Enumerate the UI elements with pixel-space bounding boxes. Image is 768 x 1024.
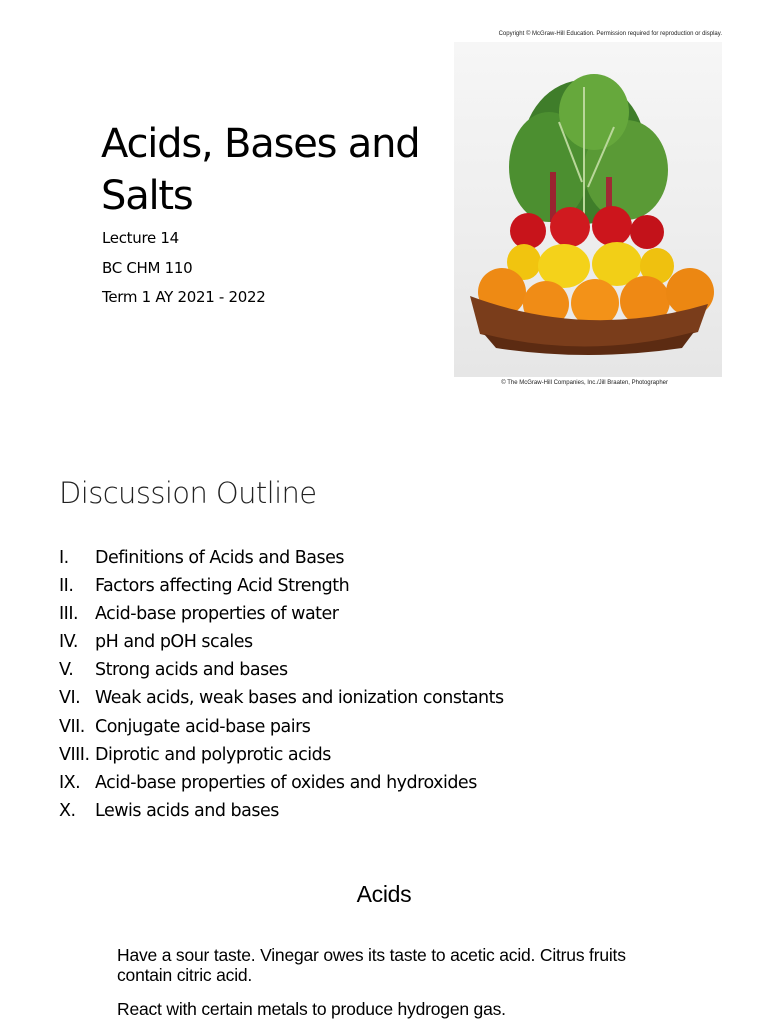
acids-property-paragraph: Have a sour taste. Vinegar owes its taste to acetic acid. Citrus fruits contain citric acid.: [117, 945, 626, 985]
outline-item-number: II.: [59, 576, 74, 597]
photo-credit: © The McGraw-Hill Companies, Inc./Jill Braaten, Photographer: [501, 380, 668, 386]
fruit-pyramid-photo: [454, 42, 722, 377]
slide-title: Acids, Bases and Salts: [101, 121, 420, 219]
fruit-pyramid-illustration: [454, 42, 722, 377]
outline-item-text: Strong acids and bases: [95, 660, 288, 681]
outline-item-text: Acid-base properties of water: [95, 604, 339, 625]
outline-item-number: X.: [59, 800, 76, 821]
acids-slide: [0, 860, 768, 1024]
outline-item-text: Lewis acids and bases: [95, 800, 279, 821]
copyright-notice: Copyright © McGraw-Hill Education. Permission required for reproduction or display.: [498, 31, 722, 37]
outline-item-text: pH and pOH scales: [95, 632, 253, 653]
course-code: BC CHM 110: [102, 259, 193, 277]
outline-item-number: IV.: [59, 632, 78, 653]
outline-item-text: Acid-base properties of oxides and hydroxides: [95, 772, 477, 793]
outline-item-text: Weak acids, weak bases and ionization constants: [95, 688, 504, 709]
outline-item-number: VI.: [59, 688, 81, 709]
academic-term: Term 1 AY 2021 - 2022: [102, 288, 266, 306]
outline-item-text: Definitions of Acids and Bases: [95, 548, 345, 568]
acids-title: Acids: [356, 881, 412, 907]
outline-item-number: III.: [59, 604, 79, 625]
outline-title: Discussion Outline: [59, 476, 317, 510]
lecture-number: Lecture 14: [102, 229, 179, 247]
outline-item-text: Conjugate acid-base pairs: [95, 716, 311, 737]
acids-property-paragraph: React with certain metals to produce hydrogen gas.: [117, 999, 506, 1019]
outline-item-number: I.: [59, 548, 69, 568]
outline-item-text: Diprotic and polyprotic acids: [95, 744, 331, 765]
title-slide: [0, 0, 768, 420]
outline-item-number: V.: [59, 660, 74, 681]
outline-slide: [0, 440, 768, 840]
outline-item-number: VII.: [59, 716, 85, 737]
outline-item-number: VIII.: [59, 744, 90, 765]
outline-item-number: IX.: [59, 772, 81, 793]
outline-item-text: Factors affecting Acid Strength: [95, 576, 350, 597]
